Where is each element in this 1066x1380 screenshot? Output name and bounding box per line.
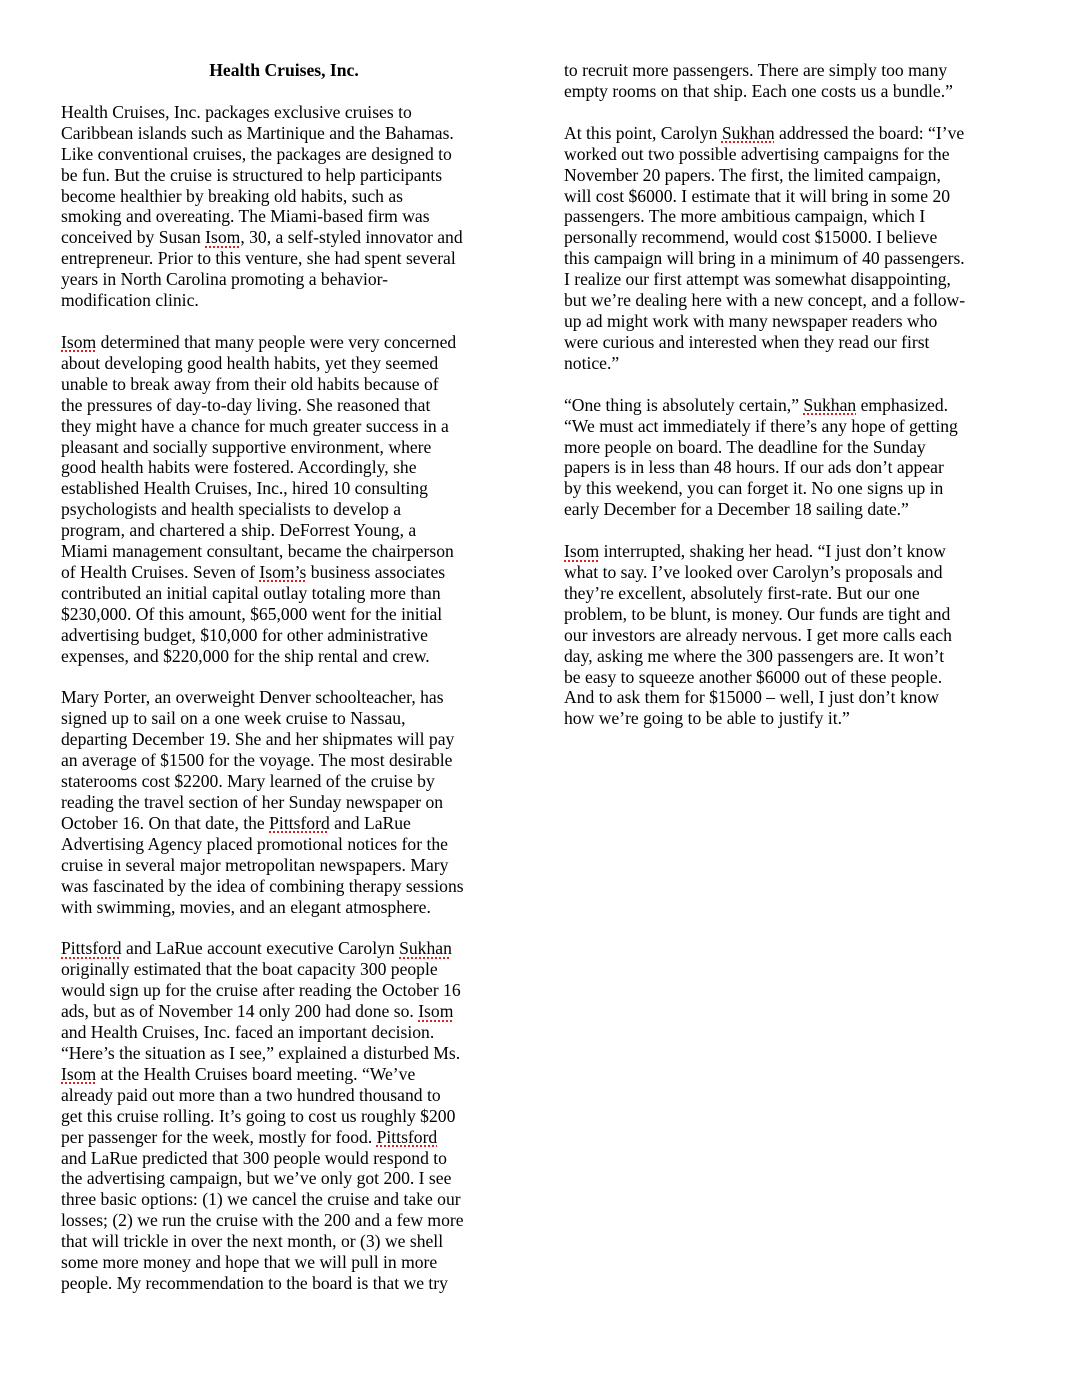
- spellcheck-flagged-word[interactable]: Pittsford: [376, 1126, 438, 1147]
- paragraph: to recruit more passengers. There are simply too many empty rooms on that ship. Each one costs us a bundle.”: [564, 60, 953, 101]
- spellcheck-flagged-word[interactable]: Isom: [61, 1063, 97, 1084]
- paragraph: Pittsford and LaRue account executive Carolyn Sukhan originally estimated that the boat capacity 300 people would sign up for the cruise after reading the October 16 ads, but as of November 14 only 200 had done so. Isom and Health Cruises, Inc. faced an important decision. “Here’s the situation as I see,” explained a disturbed Ms. Isom at the Health Cruises board meeting. “We’ve already paid out more than a two hundred thousand to get this cruise rolling. It’s going to cost us roughly $200 per passenger for the week, mostly for food. Pittsford and LaRue predicted that 300 people would respond to the advertising campaign, but we’ve only got 200. I see three basic options: (1) we cancel the cruise and take our losses; (2) we run the cruise with the 200 and a few more that will trickle in over the next month, or (3) we shell some more money and hope that we will pull in more people. My recommendation to the board is that we try: [61, 938, 464, 1293]
- paragraph: At this point, Carolyn Sukhan addressed the board: “I’ve worked out two possible advertising campaigns for the November 20 papers. The first, the limited campaign, will cost $6000. I estimate that it will bring in some 20 passengers. The more ambitious campaign, which I personally recommend, would cost $15000. I believe this campaign will bring in a minimum of 40 passengers. I realize our first attempt was somewhat disappointing, but we’re dealing here with a new concept, and a follow- up ad might work with many newspaper readers who were curious and interested when they read our first notice.”: [564, 122, 966, 373]
- document-title: Health Cruises, Inc.: [209, 60, 359, 80]
- spellcheck-flagged-word[interactable]: Isom: [564, 541, 600, 562]
- paragraph: Health Cruises, Inc. packages exclusive cruises to Caribbean islands such as Martinique and the Bahamas. Like conventional cruises, the packages are designed to be fun. But the cruise is structured to help participants become healthier by breaking old habits, such as smoking and overeating. The Miami-based firm was conceived by Susan Isom, 30, a self-styled innovator and entrepreneur. Prior to this venture, she had spent several years in North Carolina promoting a behavior- modification clinic.: [61, 101, 463, 311]
- paragraph: Mary Porter, an overweight Denver schoolteacher, has signed up to sail on a one week cruise to Nassau, departing December 19. She and her shipmates will pay an average of $1500 for the voyage. The most desirable staterooms cost $2200. Mary learned of the cruise by reading the travel section of her Sunday newspaper on October 16. On that date, the Pittsford and LaRue Advertising Agency placed promotional notices for the cruise in several major metropolitan newspapers. Mary was fascinated by the idea of combining therapy sessions with swimming, movies, and an elegant atmosphere.: [61, 687, 464, 917]
- spellcheck-flagged-word[interactable]: Sukhan: [803, 394, 857, 415]
- paragraph: Isom interrupted, shaking her head. “I just don’t know what to say. I’ve looked over Carolyn’s proposals and they’re excellent, absolutely first-rate. But our one problem, to be blunt, is money. Our funds are tight and our investors are already nervous. I get more calls each day, asking me where the 300 passengers are. It won’t be easy to squeeze another $6000 out of these people. And to ask them for $15000 – well, I just don’t know how we’re going to be able to justify it.”: [564, 541, 952, 729]
- paragraph: Isom determined that many people were very concerned about developing good health habits, yet they seemed unable to break away from their old habits because of the pressures of day-to-day living. She reasoned that they might have a chance for much greater success in a pleasant and socially supportive environment, where good health habits were fostered. Accordingly, she established Health Cruises, Inc., hired 10 consulting psychologists and health specialists to develop a program, and chartered a ship. DeForrest Young, a Miami management consultant, became the chairperson of Health Cruises. Seven of Isom’s business associates contributed an initial capital outlay totaling more than $230,000. Of this amount, $65,000 went for the initial advertising budget, $10,000 for other administrative expenses, and $220,000 for the ship rental and crew.: [61, 331, 457, 666]
- spellcheck-flagged-word[interactable]: Pittsford: [269, 812, 330, 833]
- spellcheck-flagged-word[interactable]: Isom: [61, 331, 97, 352]
- paragraph: “One thing is absolutely certain,” Sukhan emphasized. “We must act immediately if there’s any hope of getting more people on board. The deadline for the Sunday papers is in less than 48 hours. If our ads don’t appear by this weekend, you can forget it. No one signs up in early December for a December 18 sailing date.”: [564, 394, 958, 520]
- left-column-body: [61, 102, 507, 1294]
- right-column-body: [564, 60, 1010, 729]
- spellcheck-flagged-word[interactable]: Isom: [205, 227, 241, 248]
- spellcheck-flagged-word[interactable]: Sukhan: [721, 122, 775, 143]
- spellcheck-flagged-word[interactable]: Pittsford: [61, 938, 122, 959]
- spellcheck-flagged-word[interactable]: Isom’s: [259, 561, 307, 582]
- right-column: [564, 60, 1010, 750]
- left-column: [61, 60, 507, 1315]
- spellcheck-flagged-word[interactable]: Isom: [418, 1001, 454, 1022]
- spellcheck-flagged-word[interactable]: Sukhan: [399, 938, 452, 959]
